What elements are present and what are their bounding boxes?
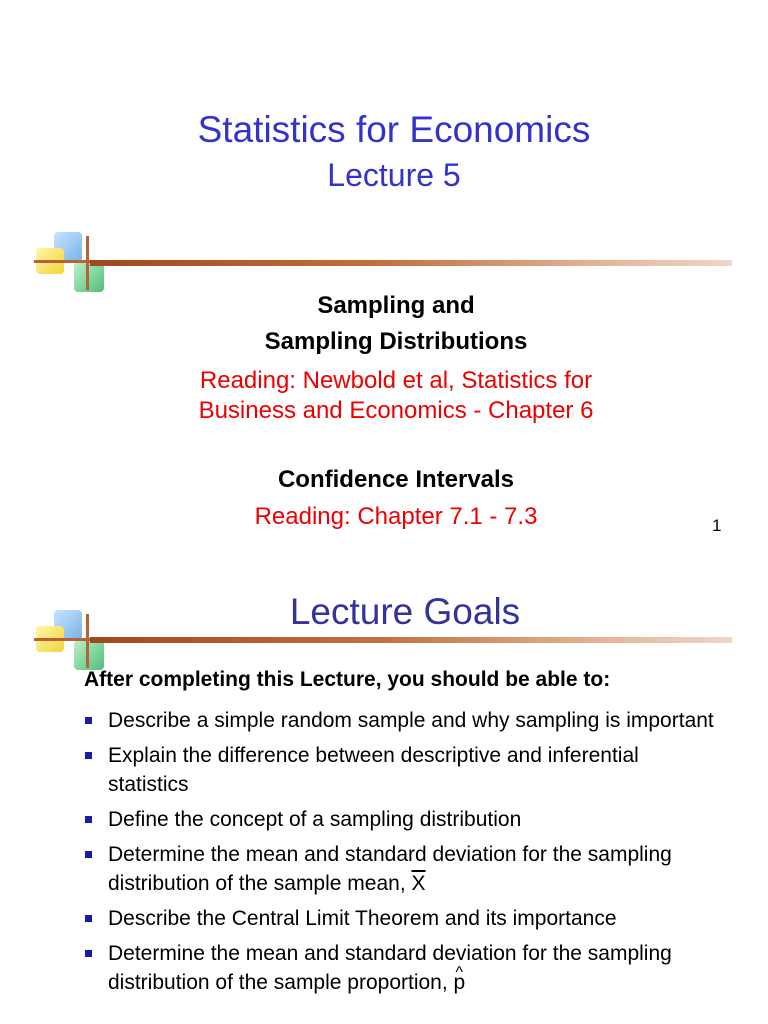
reading-line-1: Reading: Newbold et al, Statistics for <box>199 367 593 394</box>
sample-proportion-symbol: ^ p <box>454 968 466 997</box>
square-bullet-icon <box>85 717 92 724</box>
page-number: 1 <box>712 516 722 535</box>
square-bullet-icon <box>85 851 92 858</box>
section-heading-sampling: Sampling and <box>317 292 475 319</box>
goals-list <box>84 706 724 1003</box>
square-bullet-icon <box>85 816 92 823</box>
goals-title: Lecture Goals <box>289 591 521 632</box>
title-divider <box>90 260 732 266</box>
square-bullet-icon <box>85 915 92 922</box>
goals-divider <box>90 637 732 643</box>
square-bullet-icon <box>85 752 92 759</box>
reading-confidence: Reading: Chapter 7.1 - 7.3 <box>254 503 538 530</box>
list-item: Determine the mean and standard deviation for the sampling distribution of the sample mean, $\overline{X}$ <box>84 840 724 898</box>
lecture-number: Lecture 5 <box>327 157 461 193</box>
list-item: Describe the Central Limit Theorem and its importance <box>84 904 724 933</box>
list-item: Explain the difference between descriptive and inferential statistics <box>84 741 724 799</box>
reading-line-2: Business and Economics - Chapter 6 <box>198 397 594 424</box>
list-item: Determine the mean and standard deviation for the sampling distribution of the sample proportion, ^ p <box>84 939 724 997</box>
section-heading-confidence: Confidence Intervals <box>277 466 515 493</box>
goals-slide <box>0 560 768 1024</box>
lecture-title: Statistics for Economics <box>197 109 591 150</box>
sample-mean-symbol: $\overline{X}$ <box>411 872 426 895</box>
slide-logo-icon <box>34 610 106 676</box>
square-bullet-icon <box>85 950 92 957</box>
list-item: Define the concept of a sampling distribution <box>84 805 724 834</box>
list-item: Describe a simple random sample and why sampling is important <box>84 706 724 735</box>
goals-intro: After completing this Lecture, you should be able to: <box>84 668 611 691</box>
section-heading-sampling-distributions: Sampling Distributions <box>264 328 528 355</box>
